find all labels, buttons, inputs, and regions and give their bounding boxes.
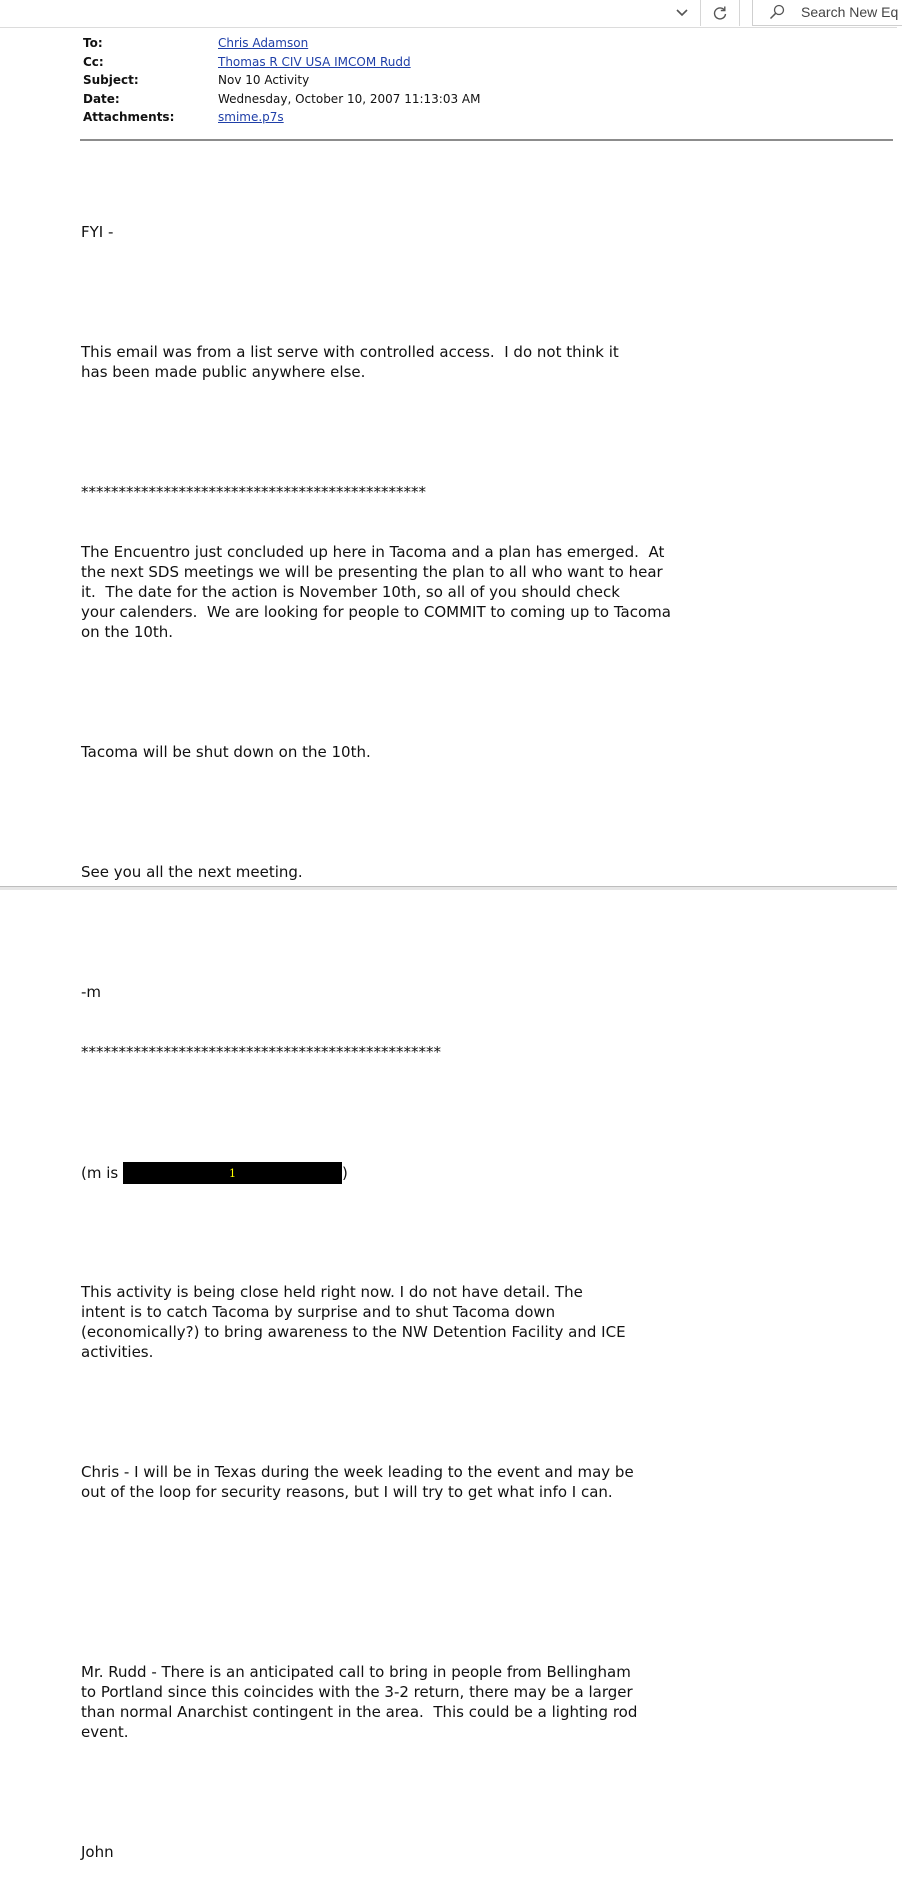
body-m-is-line: [81, 1162, 841, 1182]
body-stars-bottom: ************************************************: [81, 1043, 441, 1061]
body-see-you: See you all the next meeting.: [81, 863, 303, 881]
header-divider: [80, 139, 893, 141]
body-intro: This email was from a list serve with controlled access. I do not think it has been made public anywhere else.: [81, 343, 619, 381]
cc-label: Cc:: [83, 54, 104, 69]
date-label: Date:: [83, 91, 120, 106]
cc-recipient-link[interactable]: Thomas R CIV USA IMCOM Rudd: [218, 54, 411, 69]
body-stars-top: **********************************************: [81, 483, 426, 501]
refresh-button[interactable]: [700, 0, 740, 26]
expand-dropdown-button[interactable]: [664, 0, 700, 26]
viewer-bottom-edge: [0, 886, 897, 890]
subject-value: Nov 10 Activity: [218, 73, 310, 87]
body-signoff: John: [81, 1843, 114, 1861]
body-fyi: FYI -: [81, 223, 114, 241]
m-is-prefix: (m is: [81, 1164, 123, 1182]
search-box[interactable]: [752, 0, 902, 26]
body-rudd: Mr. Rudd - There is an anticipated call to bring in people from Bellingham to Portland since this coincides with the 3-2 return, there may be a larger than normal Anarchist contingent in the area. This could be a lighting rod event.: [81, 1663, 638, 1741]
redaction-label: 1: [228, 1167, 236, 1180]
search-icon: [769, 4, 785, 20]
body-shutdown: Tacoma will be shut down on the 10th.: [81, 743, 371, 761]
body-chris: Chris - I will be in Texas during the week leading to the event and may be out of the loop for security reasons, but I will try to get what info I can.: [81, 1463, 634, 1501]
to-label: To:: [83, 36, 103, 50]
body-signature-m: -m: [81, 983, 102, 1001]
m-is-suffix: ): [341, 1164, 348, 1182]
to-recipient-link[interactable]: Chris Adamson: [218, 36, 309, 50]
email-body: [81, 182, 841, 1882]
refresh-icon: [712, 5, 728, 21]
search-input[interactable]: Search New Eq: [801, 4, 899, 20]
date-value: Wednesday, October 10, 2007 11:13:03 AM: [218, 91, 481, 106]
top-toolbar: [0, 0, 897, 28]
redaction-box: [123, 1162, 342, 1184]
body-quoted-message: The Encuentro just concluded up here in Tacoma and a plan has emerged. At the next SDS meetings we will be presenting the plan to all who want to hear it. The date for the action is November 10th, so all of you should check your calenders. We are looking for people to COMMIT to coming up to Tacoma on the 10th.: [81, 543, 671, 641]
attachments-label: Attachments:: [83, 110, 175, 124]
chevron-down-icon: [675, 8, 689, 18]
attachment-link[interactable]: smime.p7s: [218, 110, 284, 124]
body-activity: This activity is being close held right now. I do not have detail. The intent is to catch Tacoma by surprise and to shut Tacoma down (economically?) to bring awareness to the NW Detention Facility and ICE activities.: [81, 1283, 626, 1361]
subject-label: Subject:: [83, 73, 139, 87]
